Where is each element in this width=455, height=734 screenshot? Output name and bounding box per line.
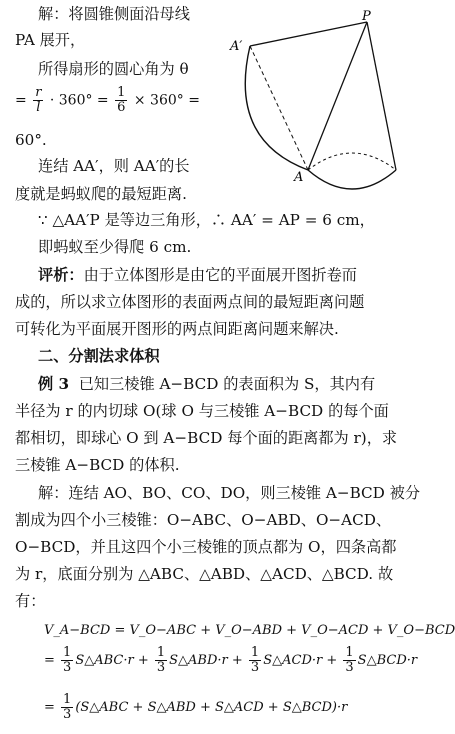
sol1-line2: PA 展开，	[15, 31, 86, 49]
sol1-line3: 所得扇形的圆心角为 θ	[38, 60, 189, 78]
dashed-AA1	[250, 46, 308, 170]
fraction-one-sixth: $\frac{1}{6}$	[117, 85, 126, 115]
sol1-line5: 60°.	[15, 131, 47, 149]
example3-line3: 都相切，即球心 O 到 A−BCD 每个面的距离都为 r)，求	[15, 429, 398, 447]
sol3-line3: O−BCD，并且这四个小三棱锥的顶点都为 O，四条高都	[15, 538, 397, 556]
label-P: P	[362, 9, 371, 24]
label-A1: A′	[230, 39, 243, 54]
generatrix-PA	[308, 22, 367, 170]
sol3-line5: 有：	[15, 592, 46, 610]
base-front-arc	[308, 170, 396, 189]
sol1-formula: = $\frac{r}{l}$ · 360° = $\frac{1}{6}$ × 360° =	[15, 85, 200, 115]
sol1-line8: ∵ △AA′P 是等边三角形，∴ AA′ = AP = 6 cm，	[38, 211, 375, 229]
sol3-line1: 解：连结 AO、BO、CO、DO，则三棱锥 A−BCD 被分	[38, 484, 421, 502]
example3-line4: 三棱锥 A−BCD 的体积.	[15, 456, 180, 474]
generatrix-P-right	[367, 22, 396, 170]
sol1-line1: 解：将圆锥侧面沿母线	[38, 5, 190, 23]
cone-figure	[228, 10, 403, 210]
sol3-line4: 为 r，底面分别为 △ABC、△ABD、△ACD、△BCD. 故	[15, 565, 394, 583]
comment-line2: 成的，所以求立体图形的表面两点间的最短距离问题	[15, 293, 365, 311]
sol1-line9: 即蚂蚁至少得爬 6 cm.	[38, 238, 192, 256]
comment-label: 评析：	[38, 266, 84, 284]
sector-arc	[245, 46, 308, 170]
sol1-line7: 度就是蚂蚁爬的最短距离.	[15, 185, 187, 203]
sol1-line6: 连结 AA′，则 AA′的长	[38, 157, 190, 175]
base-back-arc	[308, 153, 396, 170]
formula-line1: V_A−BCD = V_O−ABC + V_O−ABD + V_O−ACD + V_O−BCD	[44, 623, 455, 638]
sol3-line2: 割成为四个小三棱锥：O−ABC、O−ABD、O−ACD、	[15, 511, 392, 529]
comment-line1: 评析：由于立体图形是由它的平面展开图折卷而	[38, 266, 357, 284]
generatrix-PA1	[250, 22, 367, 46]
comment-line3: 可转化为平面展开图形的两点间距离问题来解决.	[15, 320, 339, 338]
label-A: A	[294, 170, 304, 185]
formula-line3: = $\frac{1}{3}$ (S△ABC + S△ABD + S△ACD + S△BCD)·r	[44, 692, 348, 722]
example3-label: 例 3	[38, 375, 70, 393]
fraction-r-over-l: $\frac{r}{l}$	[35, 85, 42, 115]
section-heading: 二、分割法求体积	[38, 347, 160, 365]
example3-line1: 例 3 已知三棱锥 A−BCD 的表面积为 S，其内有	[38, 375, 376, 393]
example3-line2: 半径为 r 的内切球 O(球 O 与三棱锥 A−BCD 的每个面	[15, 402, 389, 420]
formula-line2: = $\frac{1}{3}$ S△ABC·r + $\frac{1}{3}$ S△ABD·r + $\frac{1}{3}$ S△ACD·r + $\frac{1}{3}$ S△BCD·r	[44, 645, 418, 675]
